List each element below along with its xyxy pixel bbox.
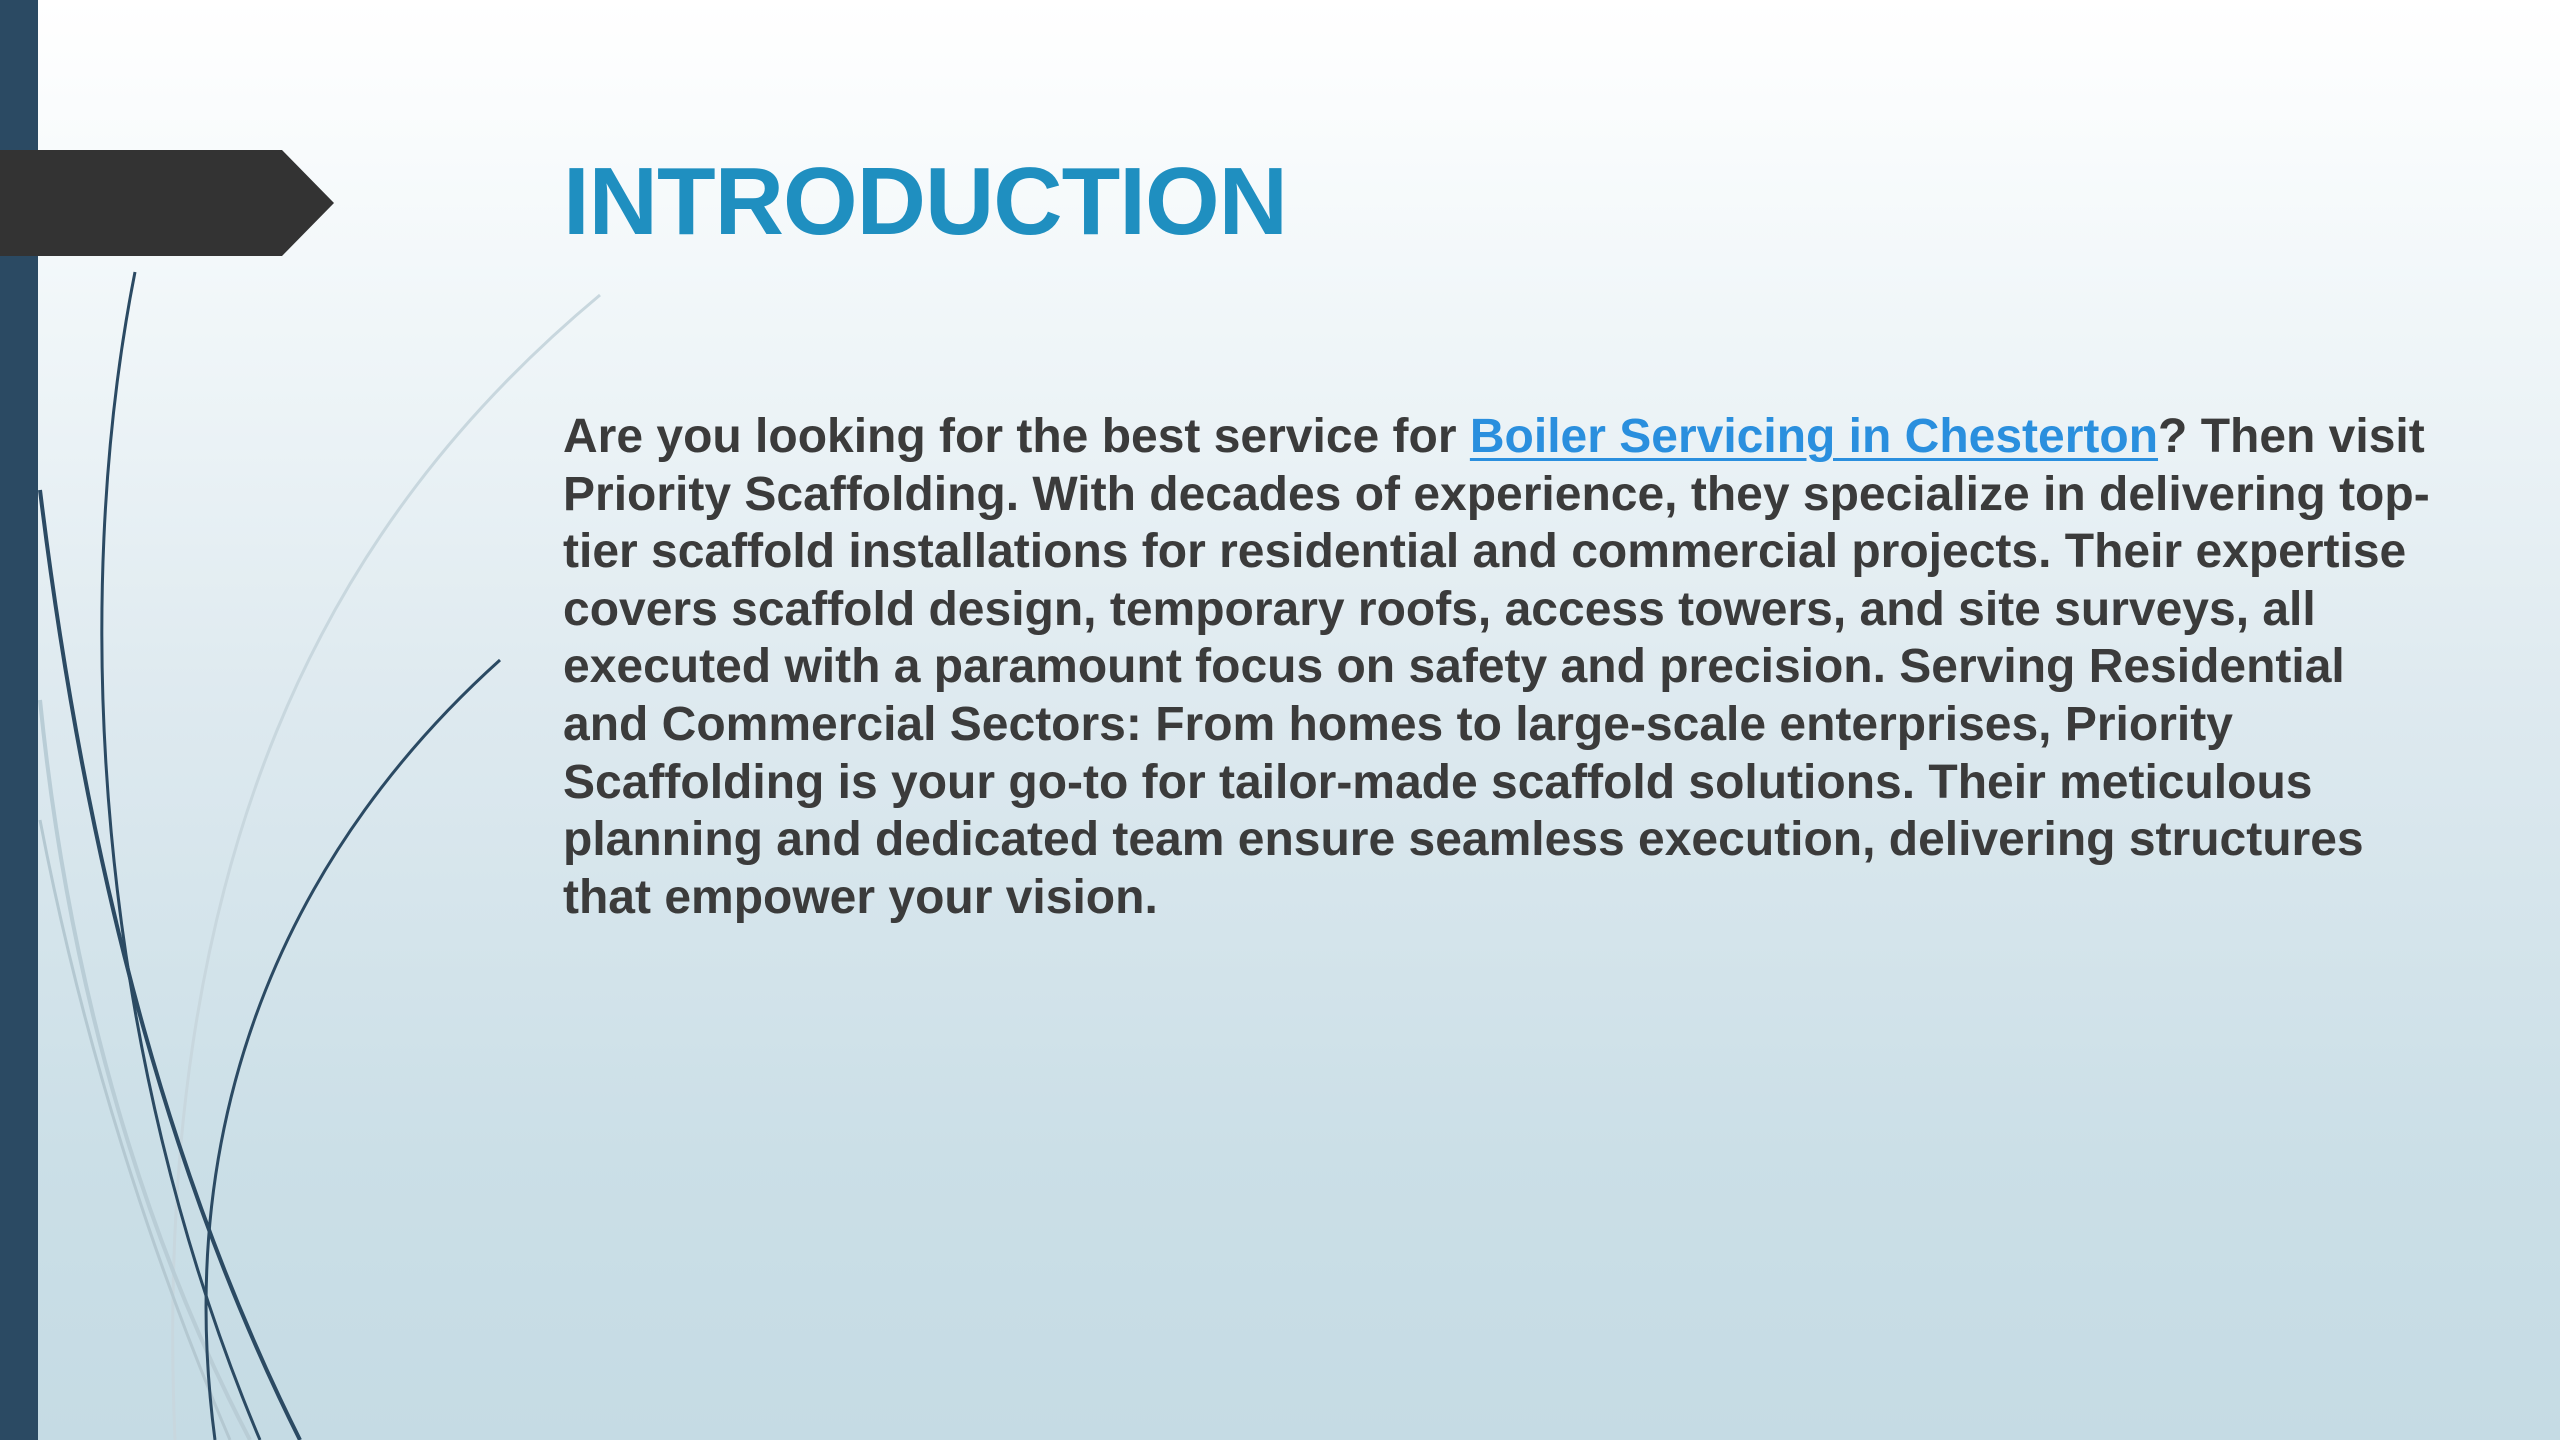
intro-paragraph xyxy=(563,408,2443,926)
curve-dark-3 xyxy=(206,660,500,1440)
curve-dark-2 xyxy=(40,490,300,1440)
paragraph-text-rest: ? Then visit Priority Scaffolding. With decades of experience, they specialize in delivering top-tier scaffold installations for residential and commercial projects. Their expertise covers scaffold design, temporary roofs, access towers, and site surveys, all executed with a paramount focus on safety and precision. Serving Residential and Commercial Sectors: From homes to large-scale enterprises, Priority Scaffolding is your go-to for tailor-made scaffold solutions. Their meticulous planning and dedicated team ensure seamless execution, delivering structures that empower your vision. xyxy=(563,410,2430,924)
curve-light-3 xyxy=(40,820,230,1440)
boiler-servicing-link[interactable]: Boiler Servicing in Chesterton xyxy=(1469,410,2159,463)
curve-dark-1 xyxy=(102,272,260,1440)
paragraph-text-start: Are you looking for the best service for xyxy=(563,410,1470,463)
curve-light-1 xyxy=(173,295,600,1440)
slide-title: INTRODUCTION xyxy=(563,148,1287,255)
title-arrow-banner xyxy=(0,150,340,256)
